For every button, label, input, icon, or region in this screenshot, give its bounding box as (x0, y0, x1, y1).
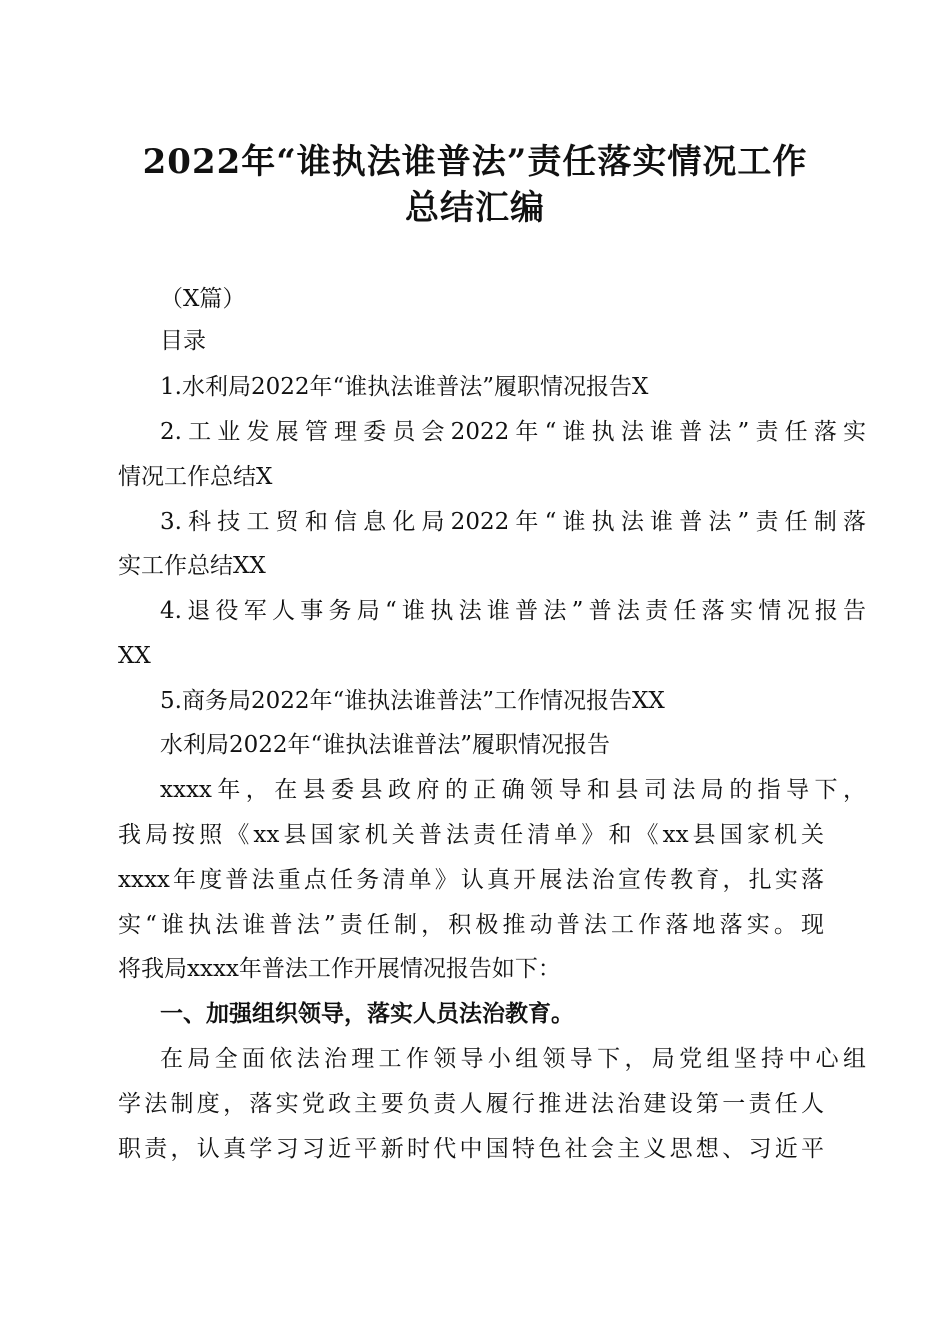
toc-label: 目录 (160, 328, 206, 354)
document-title-line-1: 2022年“谁执法谁普法”责任落实情况工作 (142, 142, 808, 182)
toc-item-1: 1.水利局2022年“谁执法谁普法”履职情况报告X (160, 374, 649, 400)
section-1-line-3: 职责，认真学习习近平新时代中国特色社会主义思想、习近平 (118, 1136, 824, 1162)
intro-line-1: xxxx年，在县委县政府的正确领导和县司法局的指导下， (160, 777, 866, 803)
toc-item-3-line-1: 3.科技工贸和信息化局2022年“谁执法谁普法”责任制落 (160, 509, 866, 535)
section-1-line-1: 在局全面依法治理工作领导小组领导下，局党组坚持中心组 (160, 1046, 866, 1072)
intro-line-3: xxxx年度普法重点任务清单》认真开展法治宣传教育，扎实落 (118, 867, 824, 893)
toc-item-2-line-1: 2.工业发展管理委员会2022年“谁执法谁普法”责任落实 (160, 419, 866, 445)
intro-line-5: 将我局xxxx年普法工作开展情况报告如下： (118, 956, 561, 982)
toc-item-3-line-2: 实工作总结XX (118, 553, 266, 579)
article-title: 水利局2022年“谁执法谁普法”履职情况报告 (160, 732, 611, 758)
intro-line-2: 我局按照《xx县国家机关普法责任清单》和《xx县国家机关 (118, 822, 824, 848)
intro-line-4: 实“谁执法谁普法”责任制，积极推动普法工作落地落实。现 (118, 912, 824, 938)
toc-item-5: 5.商务局2022年“谁执法谁普法”工作情况报告XX (160, 688, 665, 714)
toc-item-4-line-1: 4.退役军人事务局“谁执法谁普法”普法责任落实情况报告 (160, 598, 866, 624)
section-1-line-2: 学法制度，落实党政主要负责人履行推进法治建设第一责任人 (118, 1091, 824, 1117)
toc-item-2-line-2: 情况工作总结X (118, 464, 273, 490)
section-1-heading: 一、加强组织领导，落实人员法治教育。 (160, 1001, 574, 1027)
toc-item-4-line-2: XX (118, 643, 151, 669)
count-note: （X篇） (160, 286, 246, 312)
document-title-line-2: 总结汇编 (405, 188, 545, 228)
